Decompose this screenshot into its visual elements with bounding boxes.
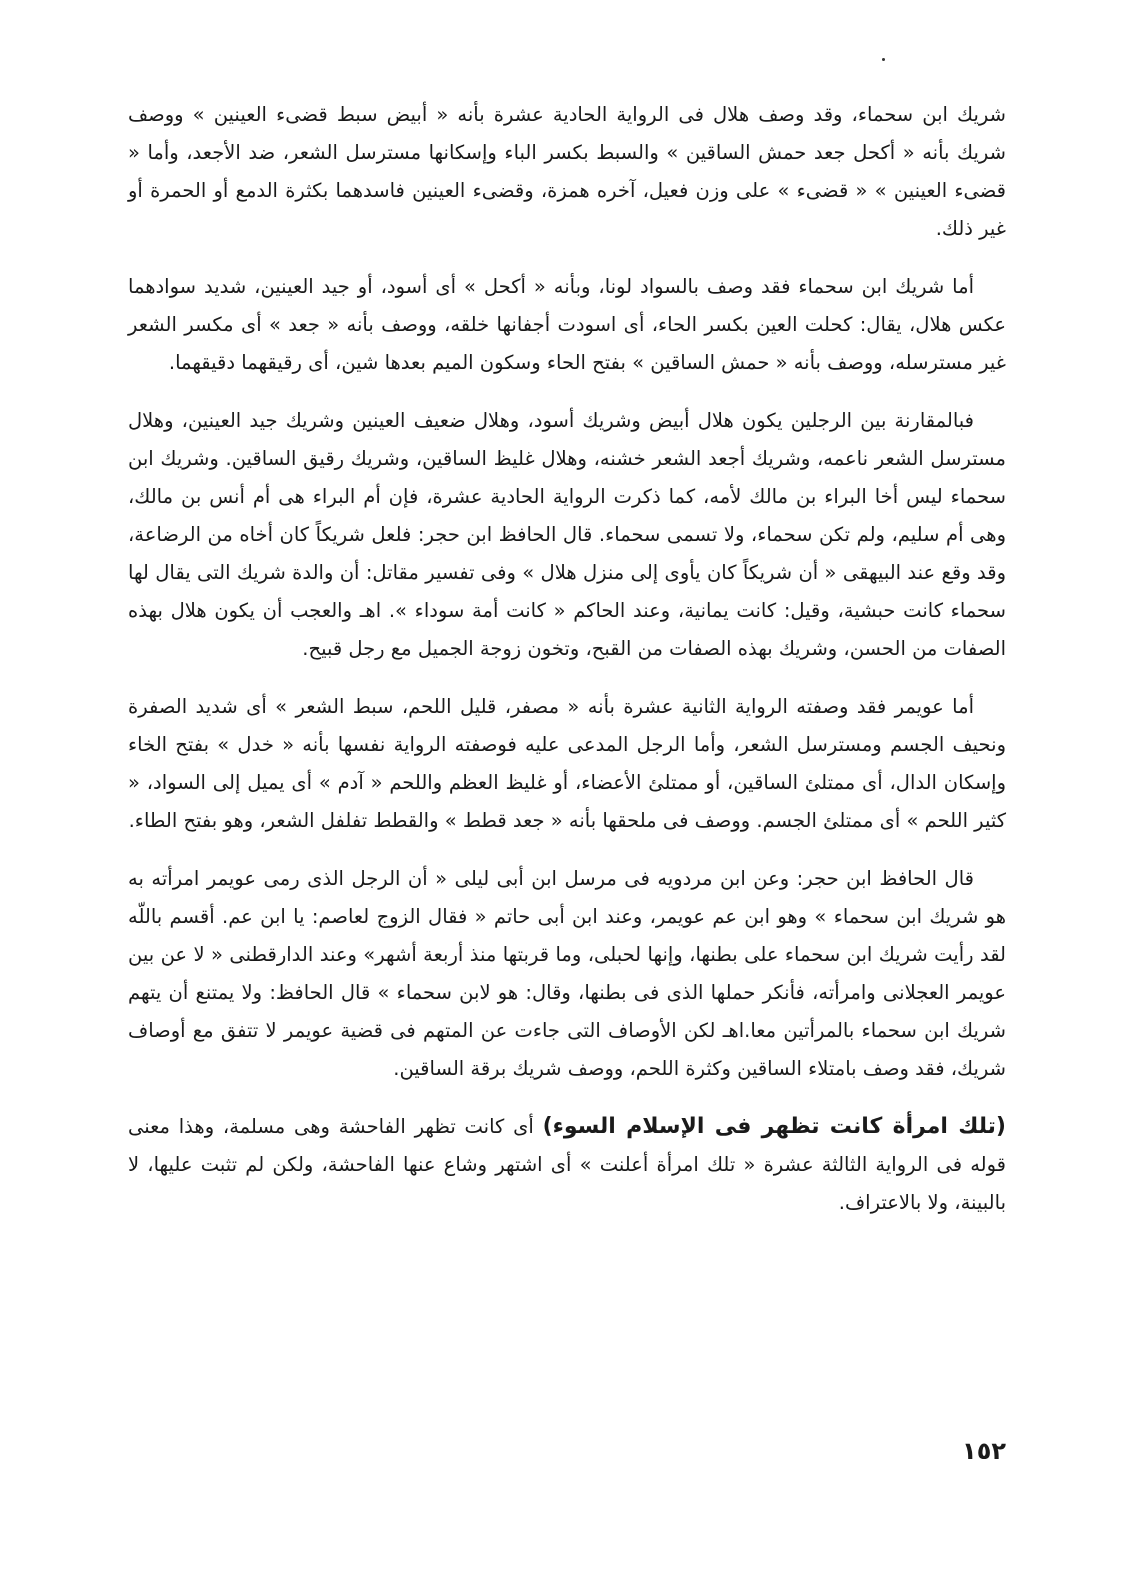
- hadith-phrase-explanation: أى كانت تظهر الفاحشة وهى مسلمة، وهذا معنى قوله فى الرواية الثالثة عشرة « تلك امرأة أعلنت » أى اشتهر وشاع عنها الفاحشة، ولكن لم تثبت عليها، لا بالبينة، ولا بالاعتراف.: [128, 1115, 1006, 1214]
- page-number: ١٥٢: [962, 1437, 1006, 1465]
- paragraph-3: فبالمقارنة بين الرجلين يكون هلال أبيض وشريك أسود، وهلال ضعيف العينين وشريك جيد العينين، وهلال مسترسل الشعر ناعمه، وشريك أجعد الشعر خشنه، وهلال غليظ الساقين، وشريك رقيق الساقين. وشريك ابن سحماء ليس أخا البراء بن مالك لأمه، كما ذكرت الرواية الحادية عشرة، فإن أم البراء هى أم أنس بن مالك، وهى أم سليم، ولم تكن سحماء، ولا تسمى سحماء. قال الحافظ ابن حجر: فلعل شريكاً كان أخاه من الرضاعة، وقد وقع عند البيهقى « أن شريكاً كان يأوى إلى منزل هلال » وفى تفسير مقاتل: أن والدة شريك التى يقال لها سحماء كانت حبشية، وقيل: كانت يمانية، وعند الحاكم « كانت أمة سوداء ». اهـ والعجب أن يكون هلال بهذه الصفات من الحسن، وشريك بهذه الصفات من القبح، وتخون زوجة الجميل مع رجل قبيح.: [128, 409, 1006, 660]
- paragraph-6: [128, 1108, 1006, 1222]
- scan-speck: [882, 58, 885, 61]
- hadith-phrase-heading: (تلك امرأة كانت تظهر فى الإسلام السوء): [542, 1114, 1006, 1139]
- paragraph-2: أما شريك ابن سحماء فقد وصف بالسواد لونا، وبأنه « أكحل » أى أسود، أو جيد العينين، شديد سوادهما عكس هلال، يقال: كحلت العين بكسر الحاء، أى اسودت أجفانها خلقه، ووصف بأنه « جعد » أى مكسر الشعر غير مسترسله، ووصف بأنه « حمش الساقين » بفتح الحاء وسكون الميم بعدها شين، أى رقيقهما دقيقهما.: [128, 275, 1006, 374]
- paragraph-1: شريك ابن سحماء، وقد وصف هلال فى الرواية الحادية عشرة بأنه « أبيض سبط قضىء العينين » ووصف شريك بأنه « أكحل جعد حمش الساقين » والسبط بكسر الباء وإسكانها مسترسل الشعر، ضد الأجعد، وأما « قضىء العينين » « قضىء » على وزن فعيل، آخره همزة، وقضىء العينين فاسدهما بكثرة الدمع أو الحمرة أو غير ذلك.: [128, 103, 1006, 240]
- paragraph-5: قال الحافظ ابن حجر: وعن ابن مردويه فى مرسل ابن أبى ليلى « أن الرجل الذى رمى عويمر امرأته به هو شريك ابن سحماء » وهو ابن عم عويمر، وعند ابن أبى حاتم « فقال الزوج لعاصم: يا ابن عم. أقسم باللّه لقد رأيت شريك ابن سحماء على بطنها، وإنها لحبلى، وما قربتها منذ أربعة أشهر» وعند الدارقطنى « لا عن بين عويمر العجلانى وامرأته، فأنكر حملها الذى فى بطنها، وقال: هو لابن سحماء » قال الحافظ: ولا يمتنع أن يتهم شريك ابن سحماء بالمرأتين معا.اهـ لكن الأوصاف التى جاءت عن المتهم فى قضية عويمر لا تتفق مع أوصاف شريك، فقد وصف بامتلاء الساقين وكثرة اللحم، ووصف شريك برقة الساقين.: [128, 867, 1006, 1080]
- paragraph-4: أما عويمر فقد وصفته الرواية الثانية عشرة بأنه « مصفر، قليل اللحم، سبط الشعر » أى شديد الصفرة ونحيف الجسم ومسترسل الشعر، وأما الرجل المدعى عليه فوصفته الرواية نفسها بأنه « خدل » بفتح الخاء وإسكان الدال، أى ممتلئ الساقين، أو ممتلئ الأعضاء، أو غليظ العظم واللحم « آدم » أى يميل إلى السواد، « كثير اللحم » أى ممتلئ الجسم. ووصف فى ملحقها بأنه « جعد قطط » والقطط تفلفل الشعر، وهو بفتح الطاء.: [128, 695, 1006, 832]
- page-body: [128, 96, 1006, 1242]
